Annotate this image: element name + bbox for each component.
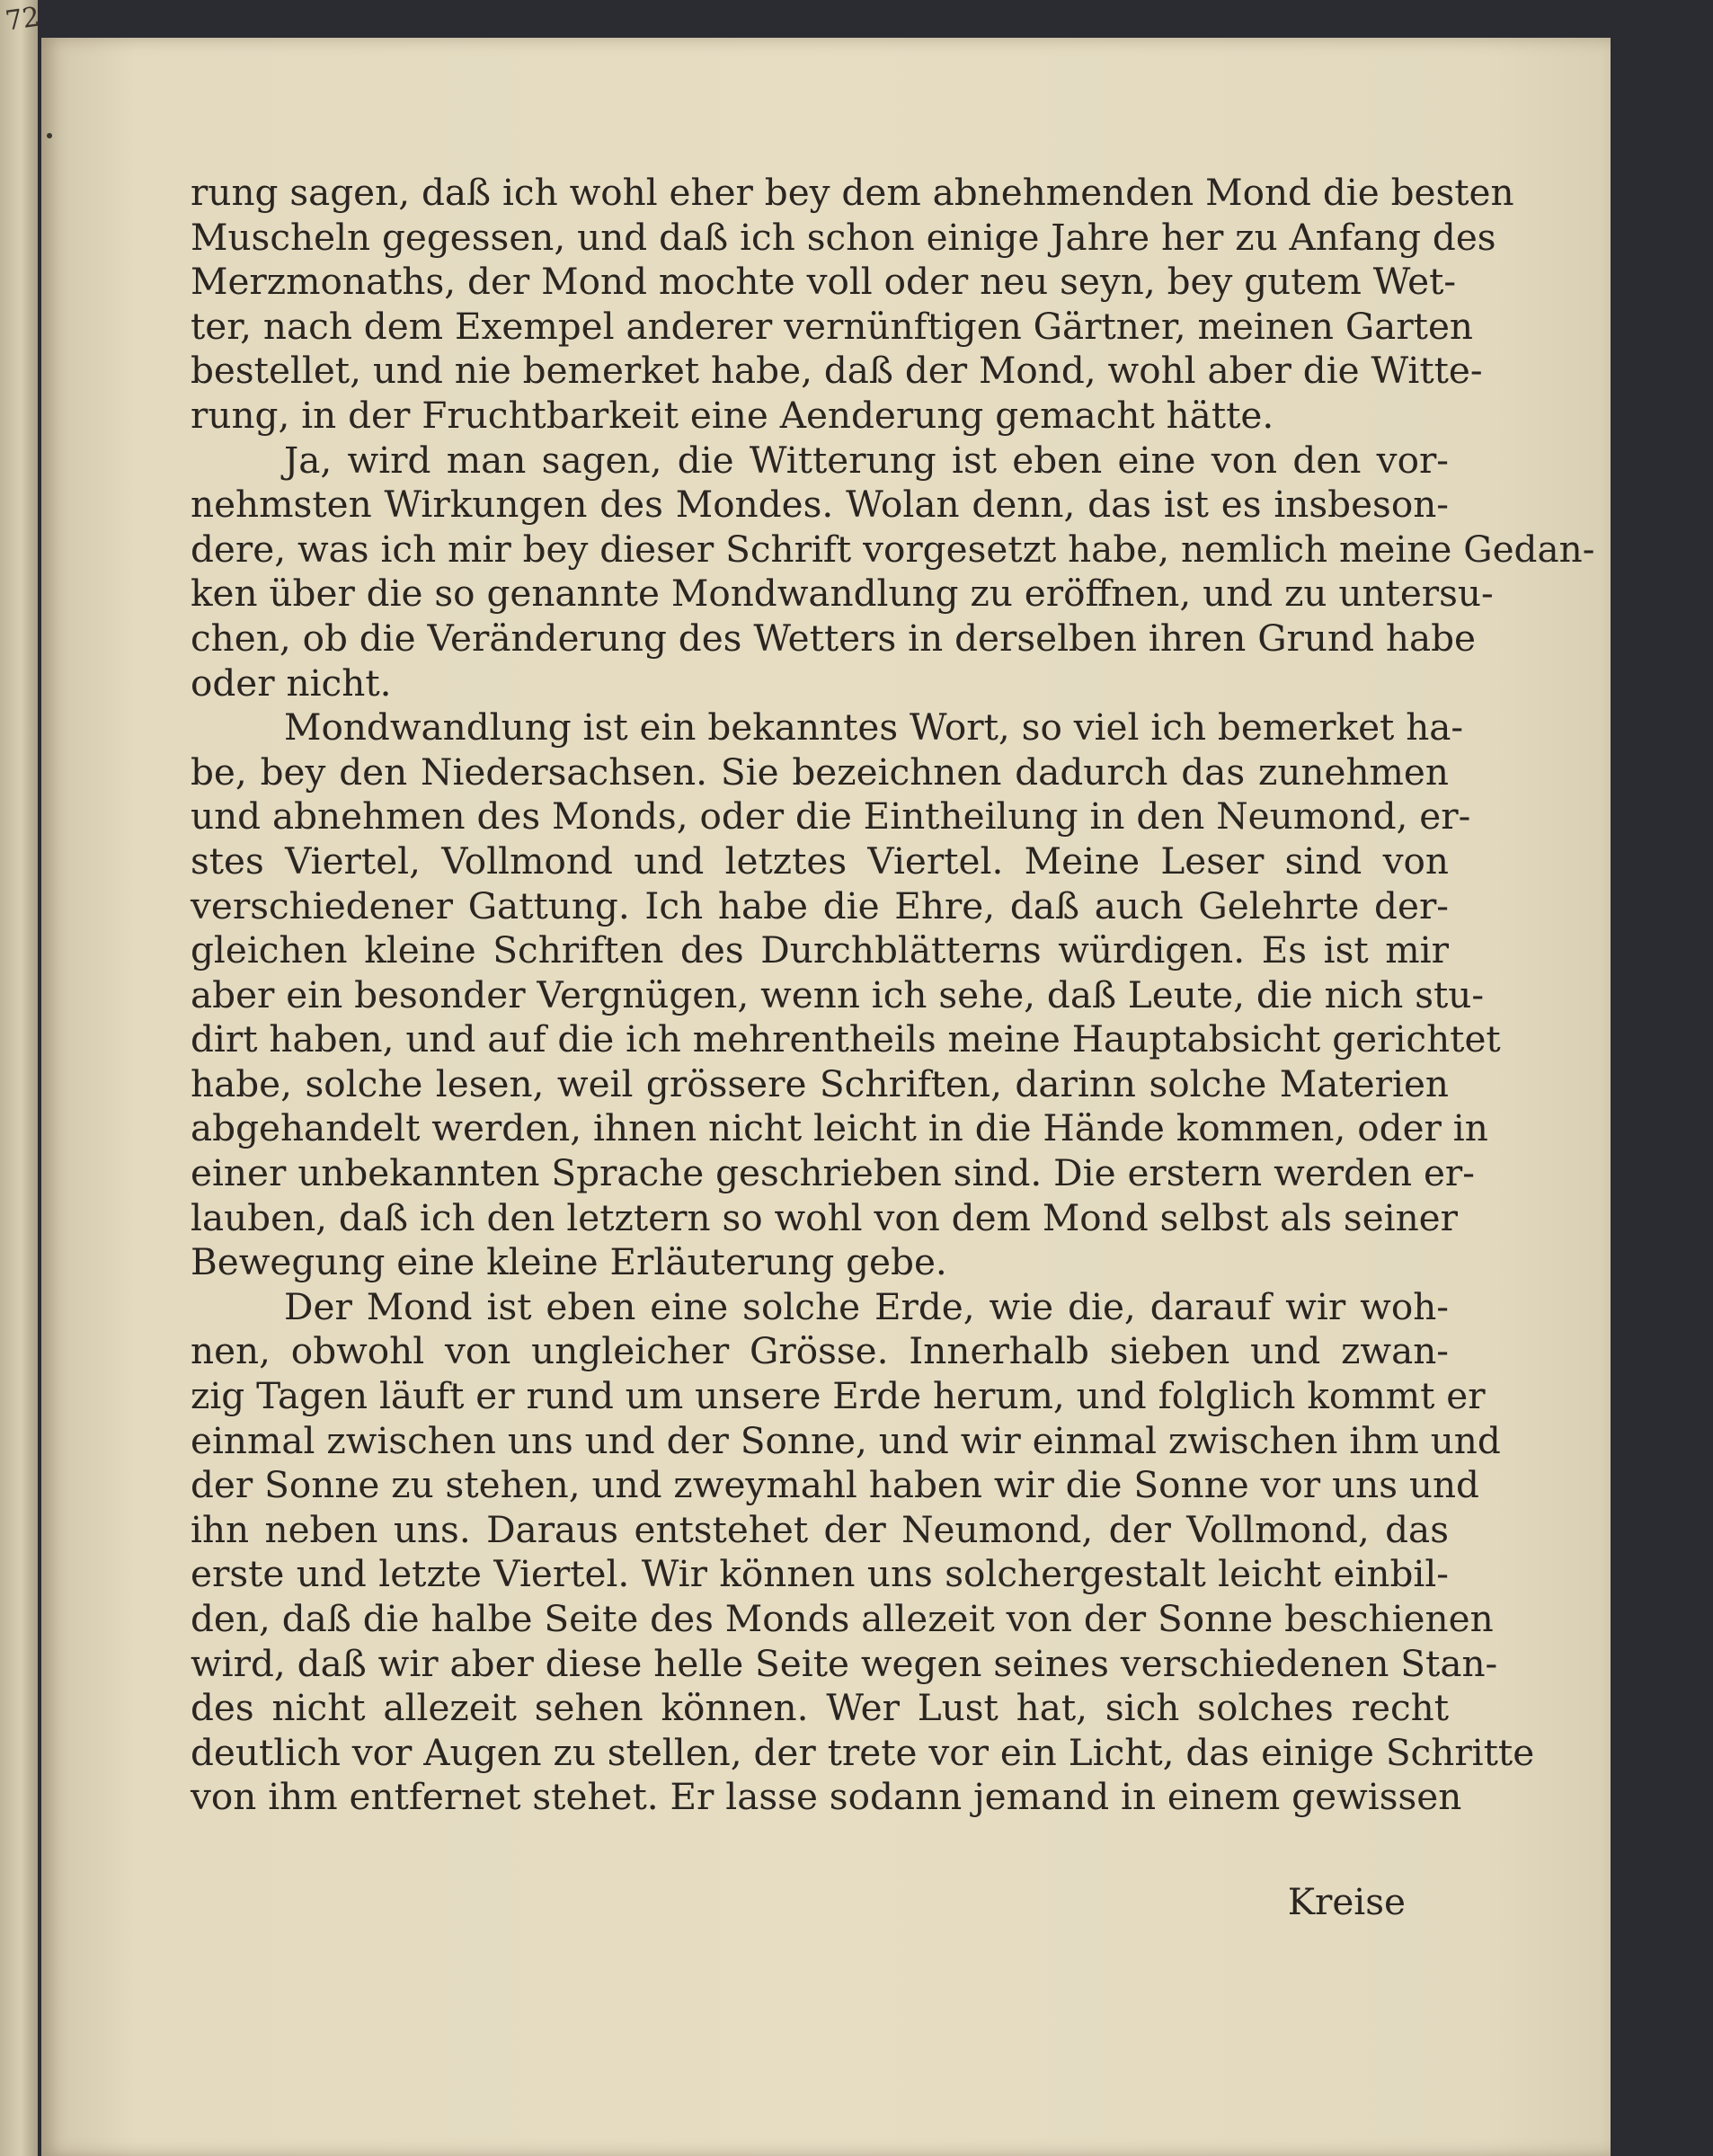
text-line: einmal zwischen uns und der Sonne, und wir einmal zwischen ihm und [191,1418,1501,1462]
text-line: Bewegung eine kleine Erläuterung gebe. [191,1240,947,1284]
text-line: verschiedener Gattung. Ich habe die Ehre, daß auch Gelehrte der- [191,883,1449,927]
text-line: bestellet, und nie bemerket habe, daß der Mond, wohl aber die Witte- [191,349,1483,393]
body-text [191,171,1595,1820]
text-line: rung sagen, daß ich wohl eher bey dem abnehmenden Mond die besten [191,171,1514,214]
text-line: chen, ob die Veränderung des Wetters in derselben ihren Grund habe [191,616,1476,660]
text-line: Mondwandlung ist ein bekanntes Wort, so viel ich bemerket ha- [284,705,1464,750]
text-line: des nicht allezeit sehen können. Wer Lust hat, sich solches recht [191,1686,1449,1730]
text-line: dirt haben, und auf die ich mehrentheils meine Hauptabsicht gerichtet [191,1017,1501,1061]
text-line: und abnehmen des Monds, oder die Eintheilung in den Neumond, er- [191,794,1471,838]
text-line: nen, obwohl von ungleicher Grösse. Innerhalb sieben und zwan- [191,1329,1449,1373]
text-line: stes Viertel, Vollmond und letztes Viertel. Meine Leser sind von [191,838,1449,883]
ink-speck [47,133,52,138]
text-line: von ihm entfernet stehet. Er lasse sodann jemand in einem gewissen [191,1775,1462,1819]
text-line: zig Tagen läuft er rund um unsere Erde herum, und folglich kommt er [191,1374,1486,1418]
text-line: den, daß die halbe Seite des Monds allezeit von der Sonne beschienen [191,1597,1494,1640]
text-line: ihn neben uns. Daraus entstehet der Neumond, der Vollmond, das [191,1507,1449,1551]
text-line: der Sonne zu stehen, und zweymahl haben wir die Sonne vor uns und [191,1463,1479,1507]
text-line: gleichen kleine Schriften des Durchblätterns würdigen. Es ist mir [191,928,1449,972]
text-line: habe, solche lesen, weil grössere Schriften, darinn solche Materien [191,1061,1449,1105]
text-line: erste und letzte Viertel. Wir können uns solchergestalt leicht einbil- [191,1552,1449,1596]
text-line: Der Mond ist eben eine solche Erde, wie die, darauf wir woh- [284,1284,1449,1328]
text-line: Ja, wird man sagen, die Witterung ist eben eine von den vor- [284,438,1449,482]
text-line: abgehandelt werden, ihnen nicht leicht in die Hände kommen, oder in [191,1106,1488,1150]
text-line: aber ein besonder Vergnügen, wenn ich sehe, daß Leute, die nich stu- [191,972,1485,1016]
text-line: lauben, daß ich den letztern so wohl von dem Mond selbst als seiner [191,1195,1459,1239]
margin-mark: 72 [3,1,42,38]
book-page [41,38,1611,2156]
catchword: Kreise [1287,1880,1406,1923]
text-line: deutlich vor Augen zu stellen, der trete vor ein Licht, das einige Schritte [191,1730,1535,1774]
text-line: nehmsten Wirkungen des Mondes. Wolan denn, das ist es insbeson- [191,483,1449,527]
text-line: ken über die so genannte Mondwandlung zu eröffnen, und zu untersu- [191,572,1494,616]
text-line: Merzmonaths, der Mond mochte voll oder neu seyn, bey gutem Wet- [191,260,1457,304]
text-line: ter, nach dem Exempel anderer vernünftigen Gärtner, meinen Garten [191,304,1474,348]
text-line: einer unbekannten Sprache geschrieben sind. Die erstern werden er- [191,1151,1475,1195]
text-line: be, bey den Niedersachsen. Sie bezeichnen dadurch das zunehmen [191,750,1449,794]
text-line: wird, daß wir aber diese helle Seite wegen seines verschiedenen Stan- [191,1641,1498,1685]
text-line: Muscheln gegessen, und daß ich schon einige Jahre her zu Anfang des [191,215,1496,259]
previous-page-edge [0,0,42,2156]
text-line: oder nicht. [191,661,392,705]
text-line: dere, was ich mir bey dieser Schrift vorgesetzt habe, nemlich meine Gedan- [191,527,1595,571]
text-line: rung, in der Fruchtbarkeit eine Aenderung gemacht hätte. [191,393,1274,437]
